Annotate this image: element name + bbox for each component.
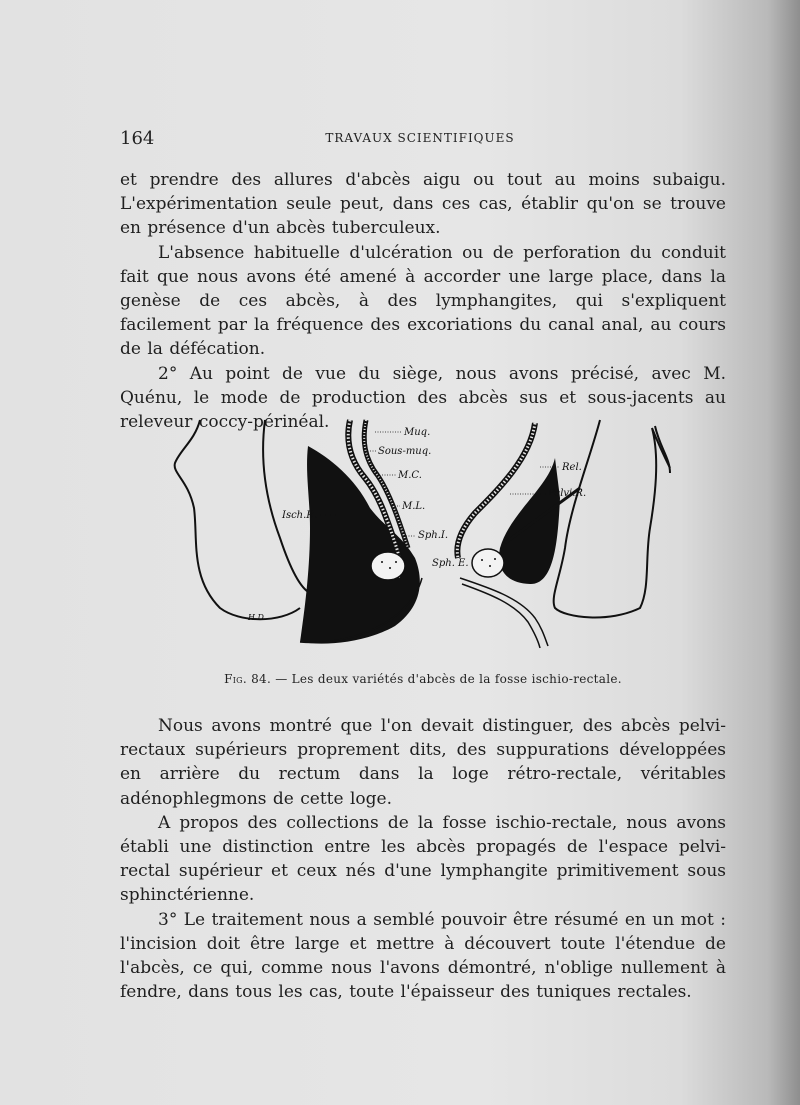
paragraph: 2° Au point de vue du siège, nous avons précisé, avec M. Quénu, le mode de production des abcès sus et sous-jacents au releveur coccy-périnéal. [120, 363, 726, 433]
label-sph-e: Sph. E. [432, 558, 469, 569]
paragraph: et prendre des allures d'abcès aigu ou tout au moins subaigu. L'expérimentation seule peut, dans ces cas, établir qu'on se trouve en présence d'un abcès tuberculeux. [120, 170, 726, 239]
label-signature: H.D. [248, 613, 267, 622]
text-block-top [120, 168, 726, 434]
label-rel: Rel. [562, 462, 582, 473]
page-header [120, 128, 720, 150]
label-sph-i: Sph.I. [418, 530, 448, 541]
paragraph: Nous avons montré que l'on devait distinguer, des abcès pelvi-rectaux supérieurs proprement dits, des suppurations développées en arrière du rectum dans la loge rétro-rectale, véritables adénophlegmons de cette loge. [120, 716, 726, 809]
skin-outline-right [554, 420, 670, 617]
page-number: 164 [120, 128, 155, 149]
sphincter-right [472, 549, 504, 577]
running-head: TRAVAUX SCIENTIFIQUES [325, 131, 515, 145]
paragraph: A propos des collections de la fosse ischio-rectale, nous avons établi une distinction entre les abcès propagés de l'espace pelvi-rectal supérieur et ceux nés d'une lymphangite primitivement sous sphinctérienne. [120, 812, 726, 906]
label-muq: Muq. [404, 427, 431, 438]
caption-text: — Les deux variétés d'abcès de la fosse ischio-rectale. [271, 672, 622, 686]
sphincter-left [371, 552, 405, 580]
levator-line-left [263, 420, 310, 593]
label-pelvi-r: Pelvi.R. [548, 488, 587, 499]
label-isch-r: Isch.R. [282, 510, 318, 521]
text-block-bottom [120, 714, 726, 1004]
caption-label: Fig. 84. [224, 672, 272, 686]
label-sous-muq: Sous-muq. [378, 446, 432, 457]
paragraph: 3° Le traitement nous a semblé pouvoir être résumé en un mot : l'incision doit être large et mettre à découvert toute l'étendue de l'abcès, ce qui, comme nous l'avons démontré, n'oblige nullement à fendre, dans tous les cas, toute l'épaisseur des tuniques rectales. [120, 909, 726, 1003]
figure-caption [120, 672, 726, 686]
anatomical-figure [170, 418, 690, 658]
label-mc: M.C. [398, 470, 422, 481]
label-ml: M.L. [402, 501, 426, 512]
figure-drawing [170, 418, 690, 658]
paragraph: L'absence habituelle d'ulcération ou de perforation du conduit fait que nous avons été amené à accorder une large place, dans la genèse de ces abcès, à des lymphangites, qui s'expliquent facilement par la fréquence des excoriations du canal anal, au cours de la défécation. [120, 242, 726, 360]
